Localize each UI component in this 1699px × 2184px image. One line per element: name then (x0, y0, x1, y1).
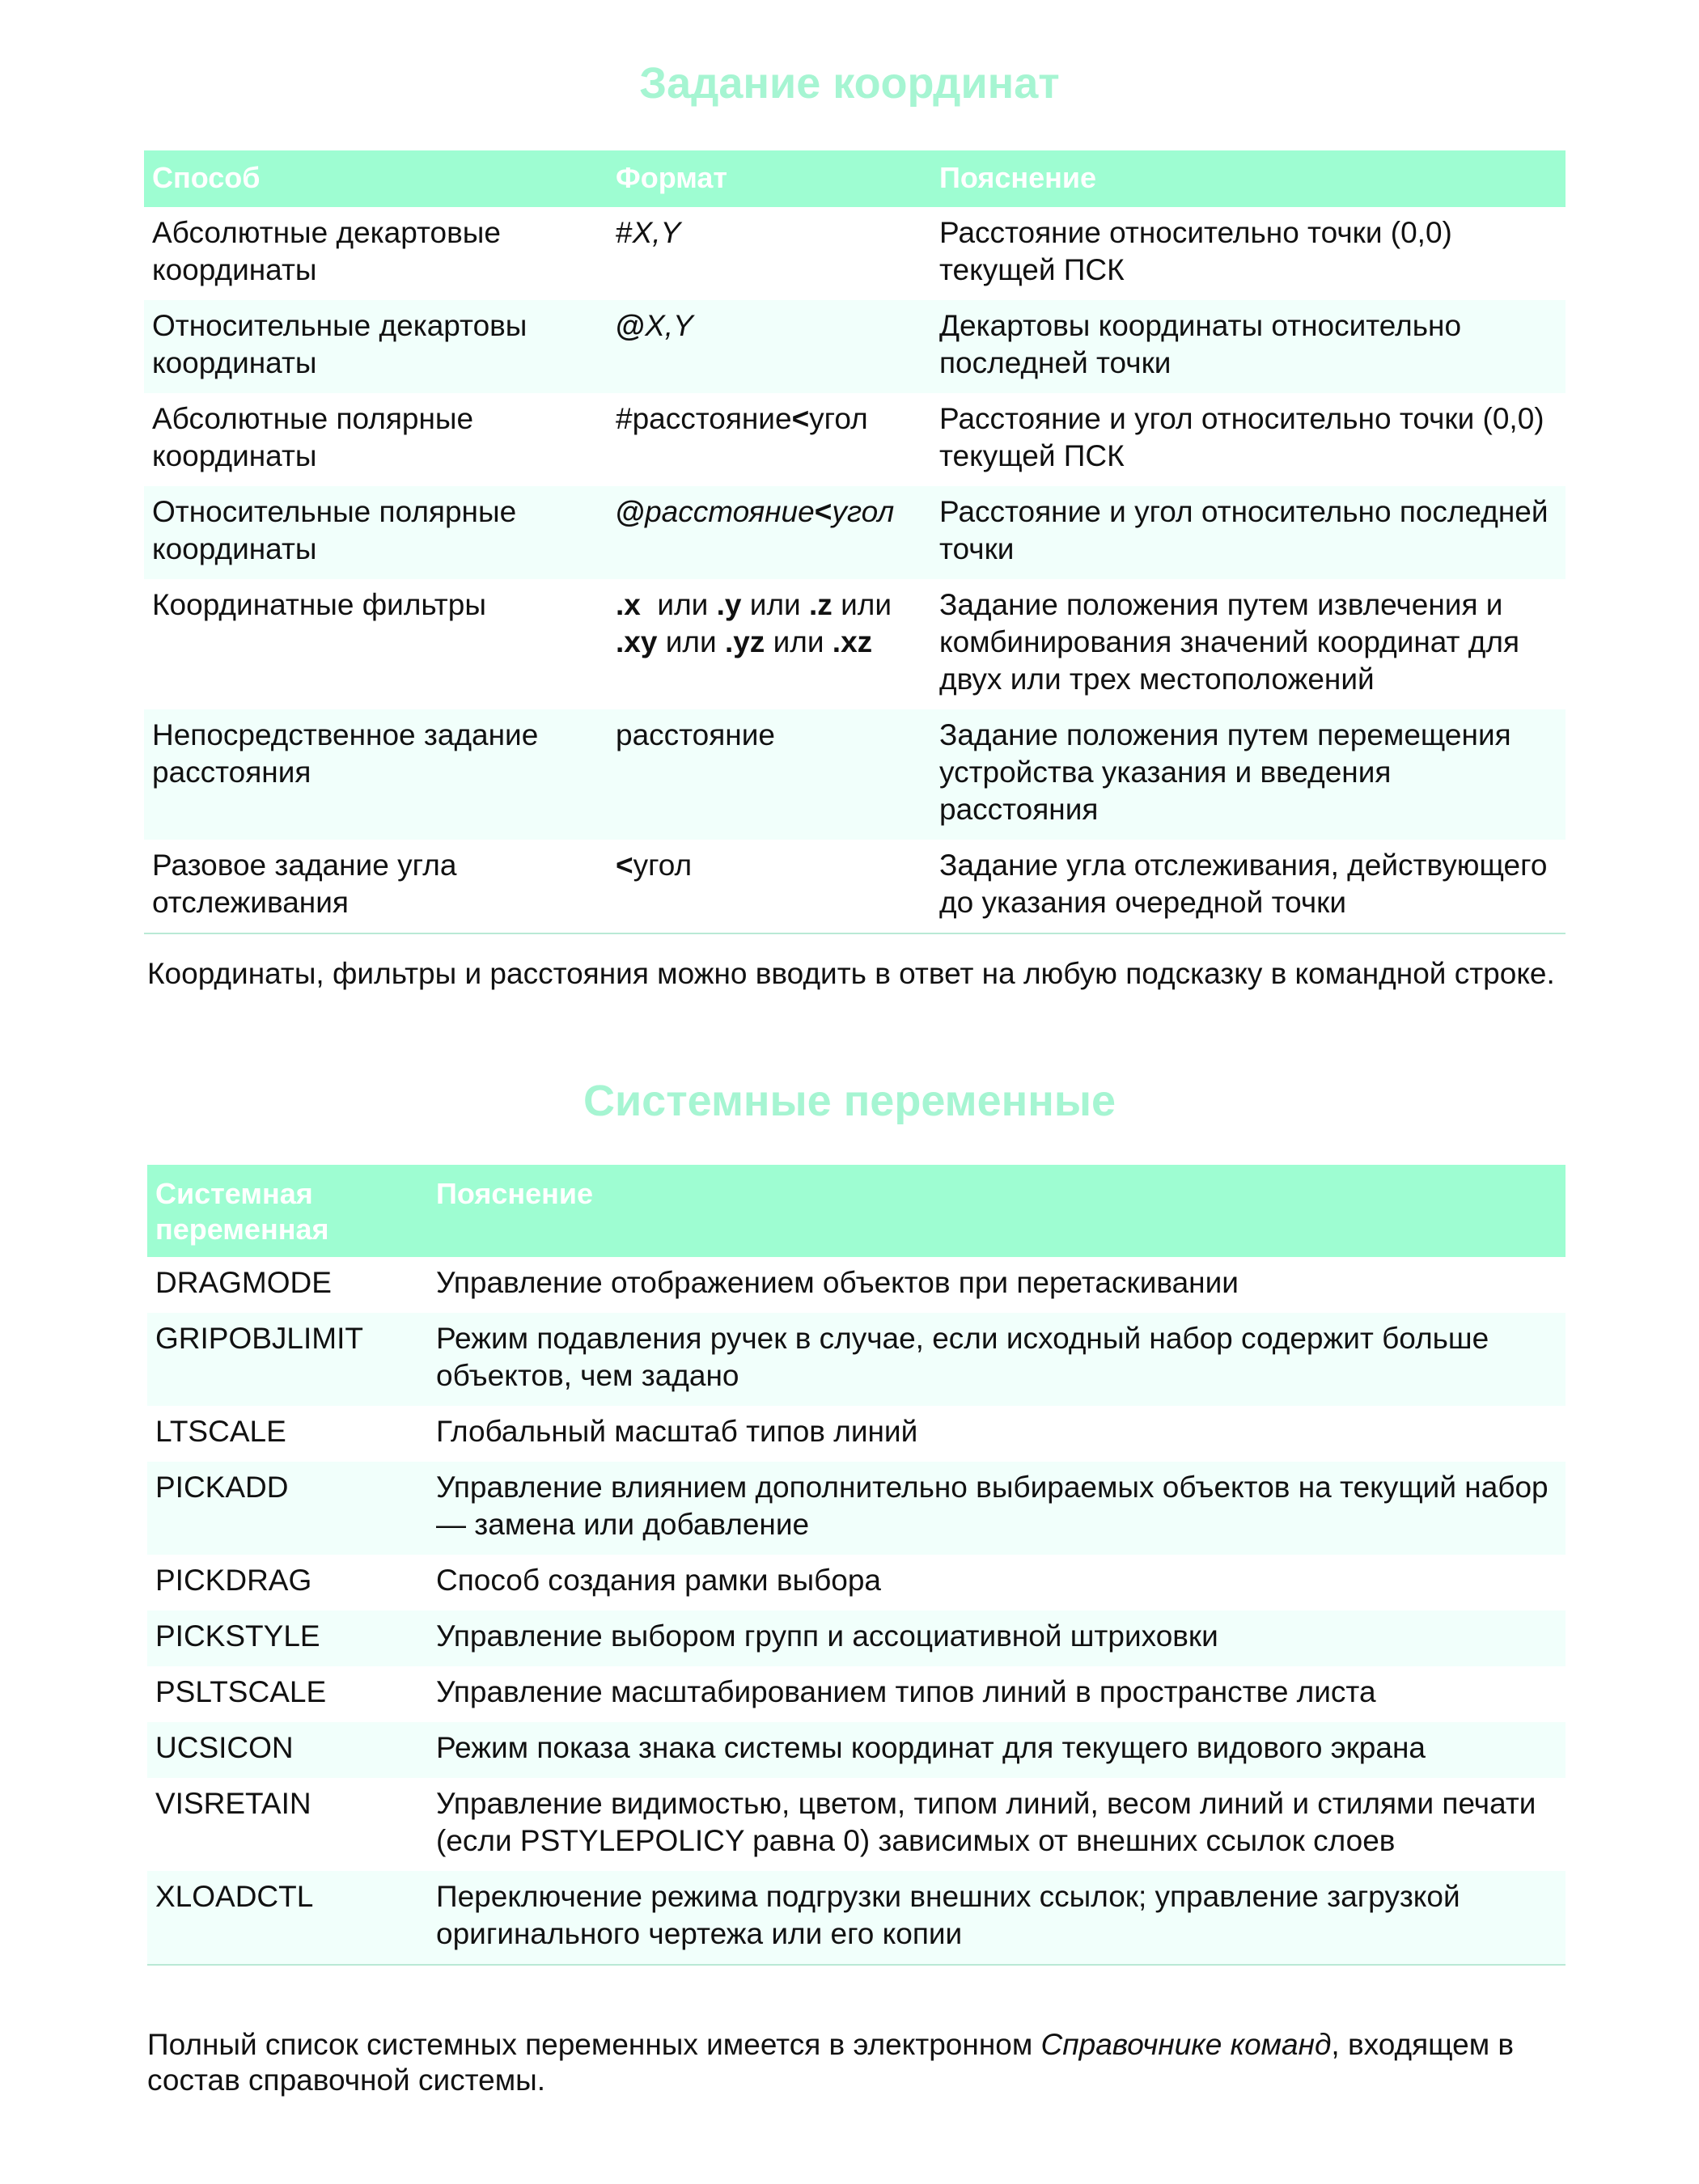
coordinates-note: Координаты, фильтры и расстояния можно вводить в ответ на любую подсказку в командной строке. (147, 957, 1555, 990)
table-row (147, 1778, 1566, 1871)
explanation-cell: Глобальный масштаб типов линий (436, 1415, 918, 1448)
variable-name-cell: LTSCALE (155, 1415, 286, 1448)
variable-name-cell: PICKADD (147, 1462, 428, 1555)
method-cell: Абсолютные полярные координаты (152, 402, 474, 472)
explanation-cell: Задание положения путем перемещения устройства указания и введения расстояния (931, 709, 1566, 840)
explanation-cell: Расстояние и угол относительно точки (0,0) текущей ПСК (939, 402, 1544, 472)
method-cell: Координатные фильтры (152, 588, 486, 621)
variable-name-cell: PICKSTYLE (147, 1610, 428, 1666)
table-row (147, 1871, 1566, 1965)
table-row (144, 709, 1566, 840)
format-cell: #расстояние<угол (616, 402, 868, 435)
table-row (147, 1462, 1566, 1555)
table-row (144, 579, 1566, 709)
system-variables-table (147, 1165, 1566, 1966)
explanation-cell: Режим показа знака системы координат для текущего видового экрана (428, 1722, 1566, 1778)
explanation-cell: Управление выбором групп и ассоциативной штриховки (428, 1610, 1566, 1666)
method-cell: Абсолютные декартовые координаты (152, 216, 501, 286)
method-cell: Разовое задание угла отслеживания (144, 840, 608, 933)
format-cell: .x или .y или .z или .xy или .yz или .xz (616, 588, 892, 658)
variable-name-cell: XLOADCTL (147, 1871, 428, 1965)
explanation-cell: Способ создания рамки выбора (436, 1564, 882, 1597)
format-cell: расстояние (608, 709, 931, 840)
variable-name-cell: UCSICON (147, 1722, 428, 1778)
explanation-cell: Управление видимостью, цветом, типом линий, весом линий и стилями печати (если PSTYLEPOLICY равна 0) зависимых от внешних ссылок слоев (436, 1787, 1536, 1857)
table-row (147, 1406, 1566, 1462)
explanation-cell: Управление влиянием дополнительно выбираемых объектов на текущий набор — замена или добавление (428, 1462, 1566, 1555)
explanation-cell: Задание угла отслеживания, действующего до указания очередной точки (931, 840, 1566, 933)
variable-name-cell: PICKDRAG (155, 1564, 312, 1597)
section-title-system-variables: Системные переменные (583, 1077, 1116, 1125)
explanation-cell: Задание положения путем извлечения и комбинирования значений координат для двух или трех местоположений (939, 588, 1520, 696)
table-row (147, 1313, 1566, 1406)
section-title-coordinates: Задание координат (639, 59, 1060, 108)
variable-name-cell: VISRETAIN (155, 1787, 311, 1820)
explanation-cell: Управление масштабированием типов линий в пространстве листа (436, 1675, 1376, 1708)
variable-name-cell: GRIPOBJLIMIT (147, 1313, 428, 1406)
table-row (147, 1610, 1566, 1666)
header-format: Формат (608, 150, 931, 207)
explanation-cell: Декартовы координаты относительно последней точки (931, 300, 1566, 393)
format-cell: @расстояние<угол (608, 486, 931, 579)
table-row (147, 1257, 1566, 1313)
method-cell: Относительные декартовы координаты (144, 300, 608, 393)
table-row (144, 207, 1566, 300)
format-cell: <угол (608, 840, 931, 933)
header-explanation: Пояснение (931, 150, 1566, 207)
header-method: Способ (144, 150, 608, 207)
method-cell: Непосредственное задание расстояния (144, 709, 608, 840)
table-header-row (147, 1165, 1566, 1257)
table-row (147, 1722, 1566, 1778)
header-system-variable: Системная переменная (147, 1165, 428, 1257)
table-row (147, 1666, 1566, 1722)
explanation-cell: Управление отображением объектов при перетаскивании (436, 1266, 1239, 1299)
table-header-row (144, 150, 1566, 207)
table-row (147, 1555, 1566, 1610)
explanation-cell: Режим подавления ручек в случае, если исходный набор содержит больше объектов, чем задано (428, 1313, 1566, 1406)
format-cell: #X,Y (616, 216, 681, 249)
table-row (144, 486, 1566, 579)
explanation-cell: Расстояние и угол относительно последней точки (931, 486, 1566, 579)
variable-name-cell: DRAGMODE (155, 1266, 332, 1299)
table-row (144, 393, 1566, 486)
command-reference-title: Справочнике команд (1040, 2028, 1332, 2061)
method-cell: Относительные полярные координаты (144, 486, 608, 579)
header-explanation: Пояснение (428, 1165, 1566, 1257)
system-variables-note: Полный список системных переменных имеется в электронном Справочнике команд, входящем в состав справочной системы. (147, 2028, 1515, 2097)
coordinates-table (144, 150, 1566, 934)
explanation-cell: Расстояние относительно точки (0,0) текущей ПСК (939, 216, 1452, 286)
table-row (144, 300, 1566, 393)
explanation-cell: Переключение режима подгрузки внешних ссылок; управление загрузкой оригинального чертежа или его копии (428, 1871, 1566, 1965)
format-cell: @X,Y (608, 300, 931, 393)
variable-name-cell: PSLTSCALE (155, 1675, 327, 1708)
table-row (144, 840, 1566, 933)
